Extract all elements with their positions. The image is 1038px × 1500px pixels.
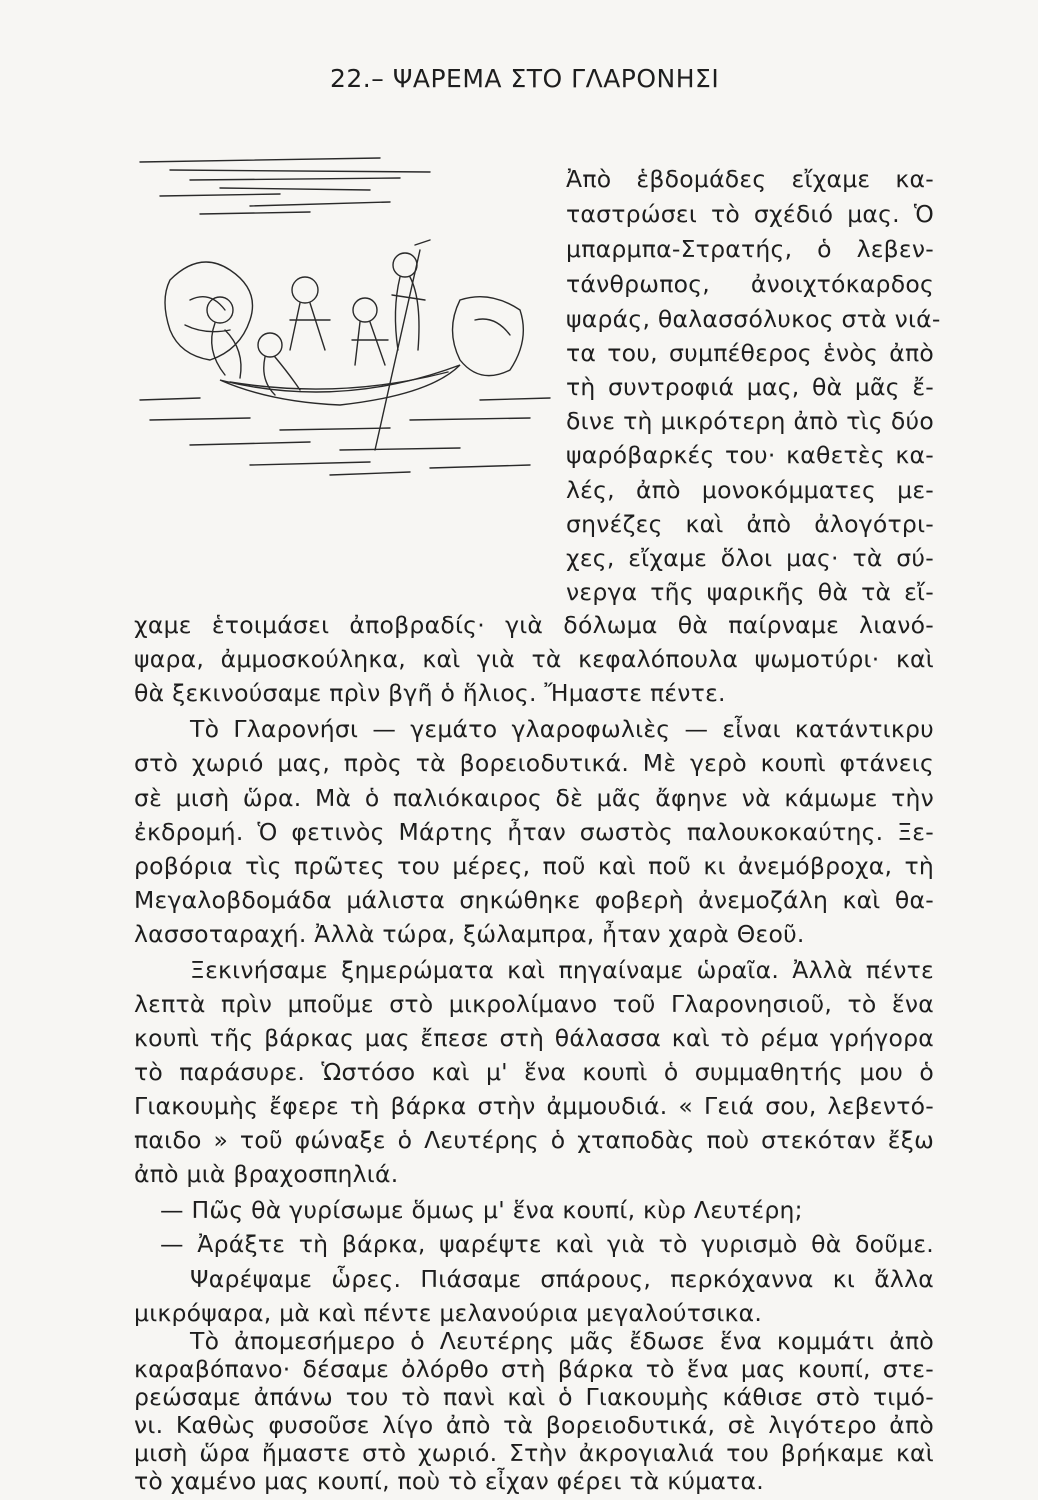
text-line: χες, εἴχαμε ὅλοι μας· τὰ σύ- [566, 544, 934, 572]
text-line: νεργα τῆς ψαρικῆς θὰ τὰ εἴ- [566, 578, 934, 606]
text-line: Ψαρέψαμε ὧρες. Πιάσαμε σπάρους, περκόχαννα κι ἄλλα [190, 1265, 934, 1293]
text-line: μισὴ ὥρα ἤμαστε στὸ χωριό. Στὴν ἀκρογιαλιά του βρήκαμε καὶ [134, 1439, 934, 1467]
text-line: τὸ παράσυρε. Ὡστόσο καὶ μ' ἕνα κουπὶ ὁ συμμαθητής μου ὁ [134, 1058, 934, 1086]
text-line: μπαρμπα-Στρατής, ὁ λεβεν- [566, 235, 934, 263]
text-line: Μεγαλοβδομάδα μάλιστα σηκώθηκε φοβερὴ ἀνεμοζάλη καὶ θα- [134, 886, 934, 914]
text-line: θὰ ξεκινούσαμε πρὶν βγῆ ὁ ἥλιος. Ἤμαστε πέντε. [134, 679, 726, 707]
text-line: Τὸ Γλαρονήσι — γεμάτο γλαροφωλιὲς — εἶναι κατάντικρυ [190, 715, 934, 743]
text-line: τάνθρωπος, ἀνοιχτόκαρδος [566, 270, 934, 298]
text-line: στὸ χωριό μας, πρὸς τὰ βορειοδυτικά. Μὲ γερὸ κουπὶ φτάνεις [134, 749, 934, 777]
text-line: χαμε ἑτοιμάσει ἀποβραδίς· γιὰ δόλωμα θὰ παίρναμε λιανό- [134, 611, 934, 639]
text-line: Γιακουμὴς ἔφερε τὴ βάρκα στὴν ἀμμουδιά. « Γειά σου, λεβεντό- [134, 1092, 934, 1120]
text-line: λές, ἀπὸ μονοκόμματες με- [566, 476, 934, 504]
text-line: τα του, συμπέθερος ἑνὸς ἀπὸ [566, 339, 934, 367]
text-line: ψαρα, ἀμμοσκούληκα, καὶ γιὰ τὰ κεφαλόπουλα ψωμοτύρι· καὶ [134, 645, 934, 673]
text-line: κουπὶ τῆς βάρκας μας ἔπεσε στὴ θάλασσα καὶ τὸ ρέμα γρήγορα [134, 1024, 934, 1052]
text-line: ψαράς, θαλασσόλυκος στὰ νιά- [566, 305, 941, 333]
boys-fishing-boat-illustration [130, 150, 560, 490]
text-line: παιδο » τοῦ φώναξε ὁ Λευτέρης ὁ χταποδὰς ποὺ στεκόταν ἔξω [134, 1126, 934, 1154]
text-line: Ἀπὸ ἑβδομάδες εἴχαμε κα- [566, 165, 934, 193]
text-line: ροβόρια τὶς πρῶτες του μέρες, ποῦ καὶ ποῦ κι ἀνεμόβροχα, τὴ [134, 852, 934, 880]
text-line: ἀπὸ μιὰ βραχοσπηλιά. [134, 1160, 399, 1188]
text-line: λασσοταραχή. Ἀλλὰ τώρα, ξώλαμπρα, ἦταν χαρὰ Θεοῦ. [134, 920, 805, 948]
text-line: τὴ συντροφιά μας, θὰ μᾶς ἔ- [566, 373, 934, 401]
text-line: ἐκδρομή. Ὁ φετινὸς Μάρτης ἦταν σωστὸς παλουκοκαύτης. Ξε- [134, 818, 934, 846]
text-line: ρεώσαμε ἀπάνω του τὸ πανὶ καὶ ὁ Γιακουμὴς κάθισε στὸ τιμό- [134, 1383, 934, 1411]
text-line: δινε τὴ μικρότερη ἀπὸ τὶς δύο [566, 407, 934, 435]
text-line: λεπτὰ πρὶν μποῦμε στὸ μικρολίμανο τοῦ Γλαρονησιοῦ, τὸ ἕνα [134, 990, 934, 1018]
text-line: νι. Καθὼς φυσοῦσε λίγο ἀπὸ τὰ βορειοδυτικά, σὲ λιγότερο ἀπὸ [134, 1411, 934, 1439]
page-title: 22.– ΨΑΡΕΜΑ ΣΤΟ ΓΛΑΡΟΝΗΣΙ [330, 64, 720, 93]
text-line: τὸ χαμένο μας κουπί, ποὺ τὸ εἶχαν φέρει τὰ κύματα. [134, 1467, 765, 1495]
text-line: Τὸ ἀπομεσήμερο ὁ Λευτέρης μᾶς ἔδωσε ἕνα κομμάτι ἀπὸ [190, 1327, 934, 1355]
dialogue-line: — Πῶς θὰ γυρίσωμε ὅμως μ' ἕνα κουπί, κὺρ Λευτέρη; [160, 1196, 803, 1224]
text-line: ψαρόβαρκές του· καθετὲς κα- [566, 441, 934, 469]
text-line: Ξεκινήσαμε ξημερώματα καὶ πηγαίναμε ὡραῖα. Ἀλλὰ πέντε [190, 956, 934, 984]
dialogue-line: — Ἀράξτε τὴ βάρκα, ψαρέψτε καὶ γιὰ τὸ γυρισμὸ θὰ δοῦμε. [160, 1230, 934, 1258]
text-line: μικρόψαρα, μὰ καὶ πέντε μελανούρια μεγαλούτσικα. [134, 1299, 763, 1327]
text-line: σηνέζες καὶ ἀπὸ ἀλογότρι- [566, 510, 934, 538]
text-line: καραβόπανο· δέσαμε ὀλόρθο στὴ βάρκα τὸ ἕνα μας κουπί, στε- [134, 1355, 934, 1383]
text-line: ταστρώσει τὸ σχέδιό μας. Ὁ [566, 200, 934, 228]
text-line: σὲ μισὴ ὥρα. Μὰ ὁ παλιόκαιρος δὲ μᾶς ἄφηνε νὰ κάμωμε τὴν [134, 784, 934, 812]
